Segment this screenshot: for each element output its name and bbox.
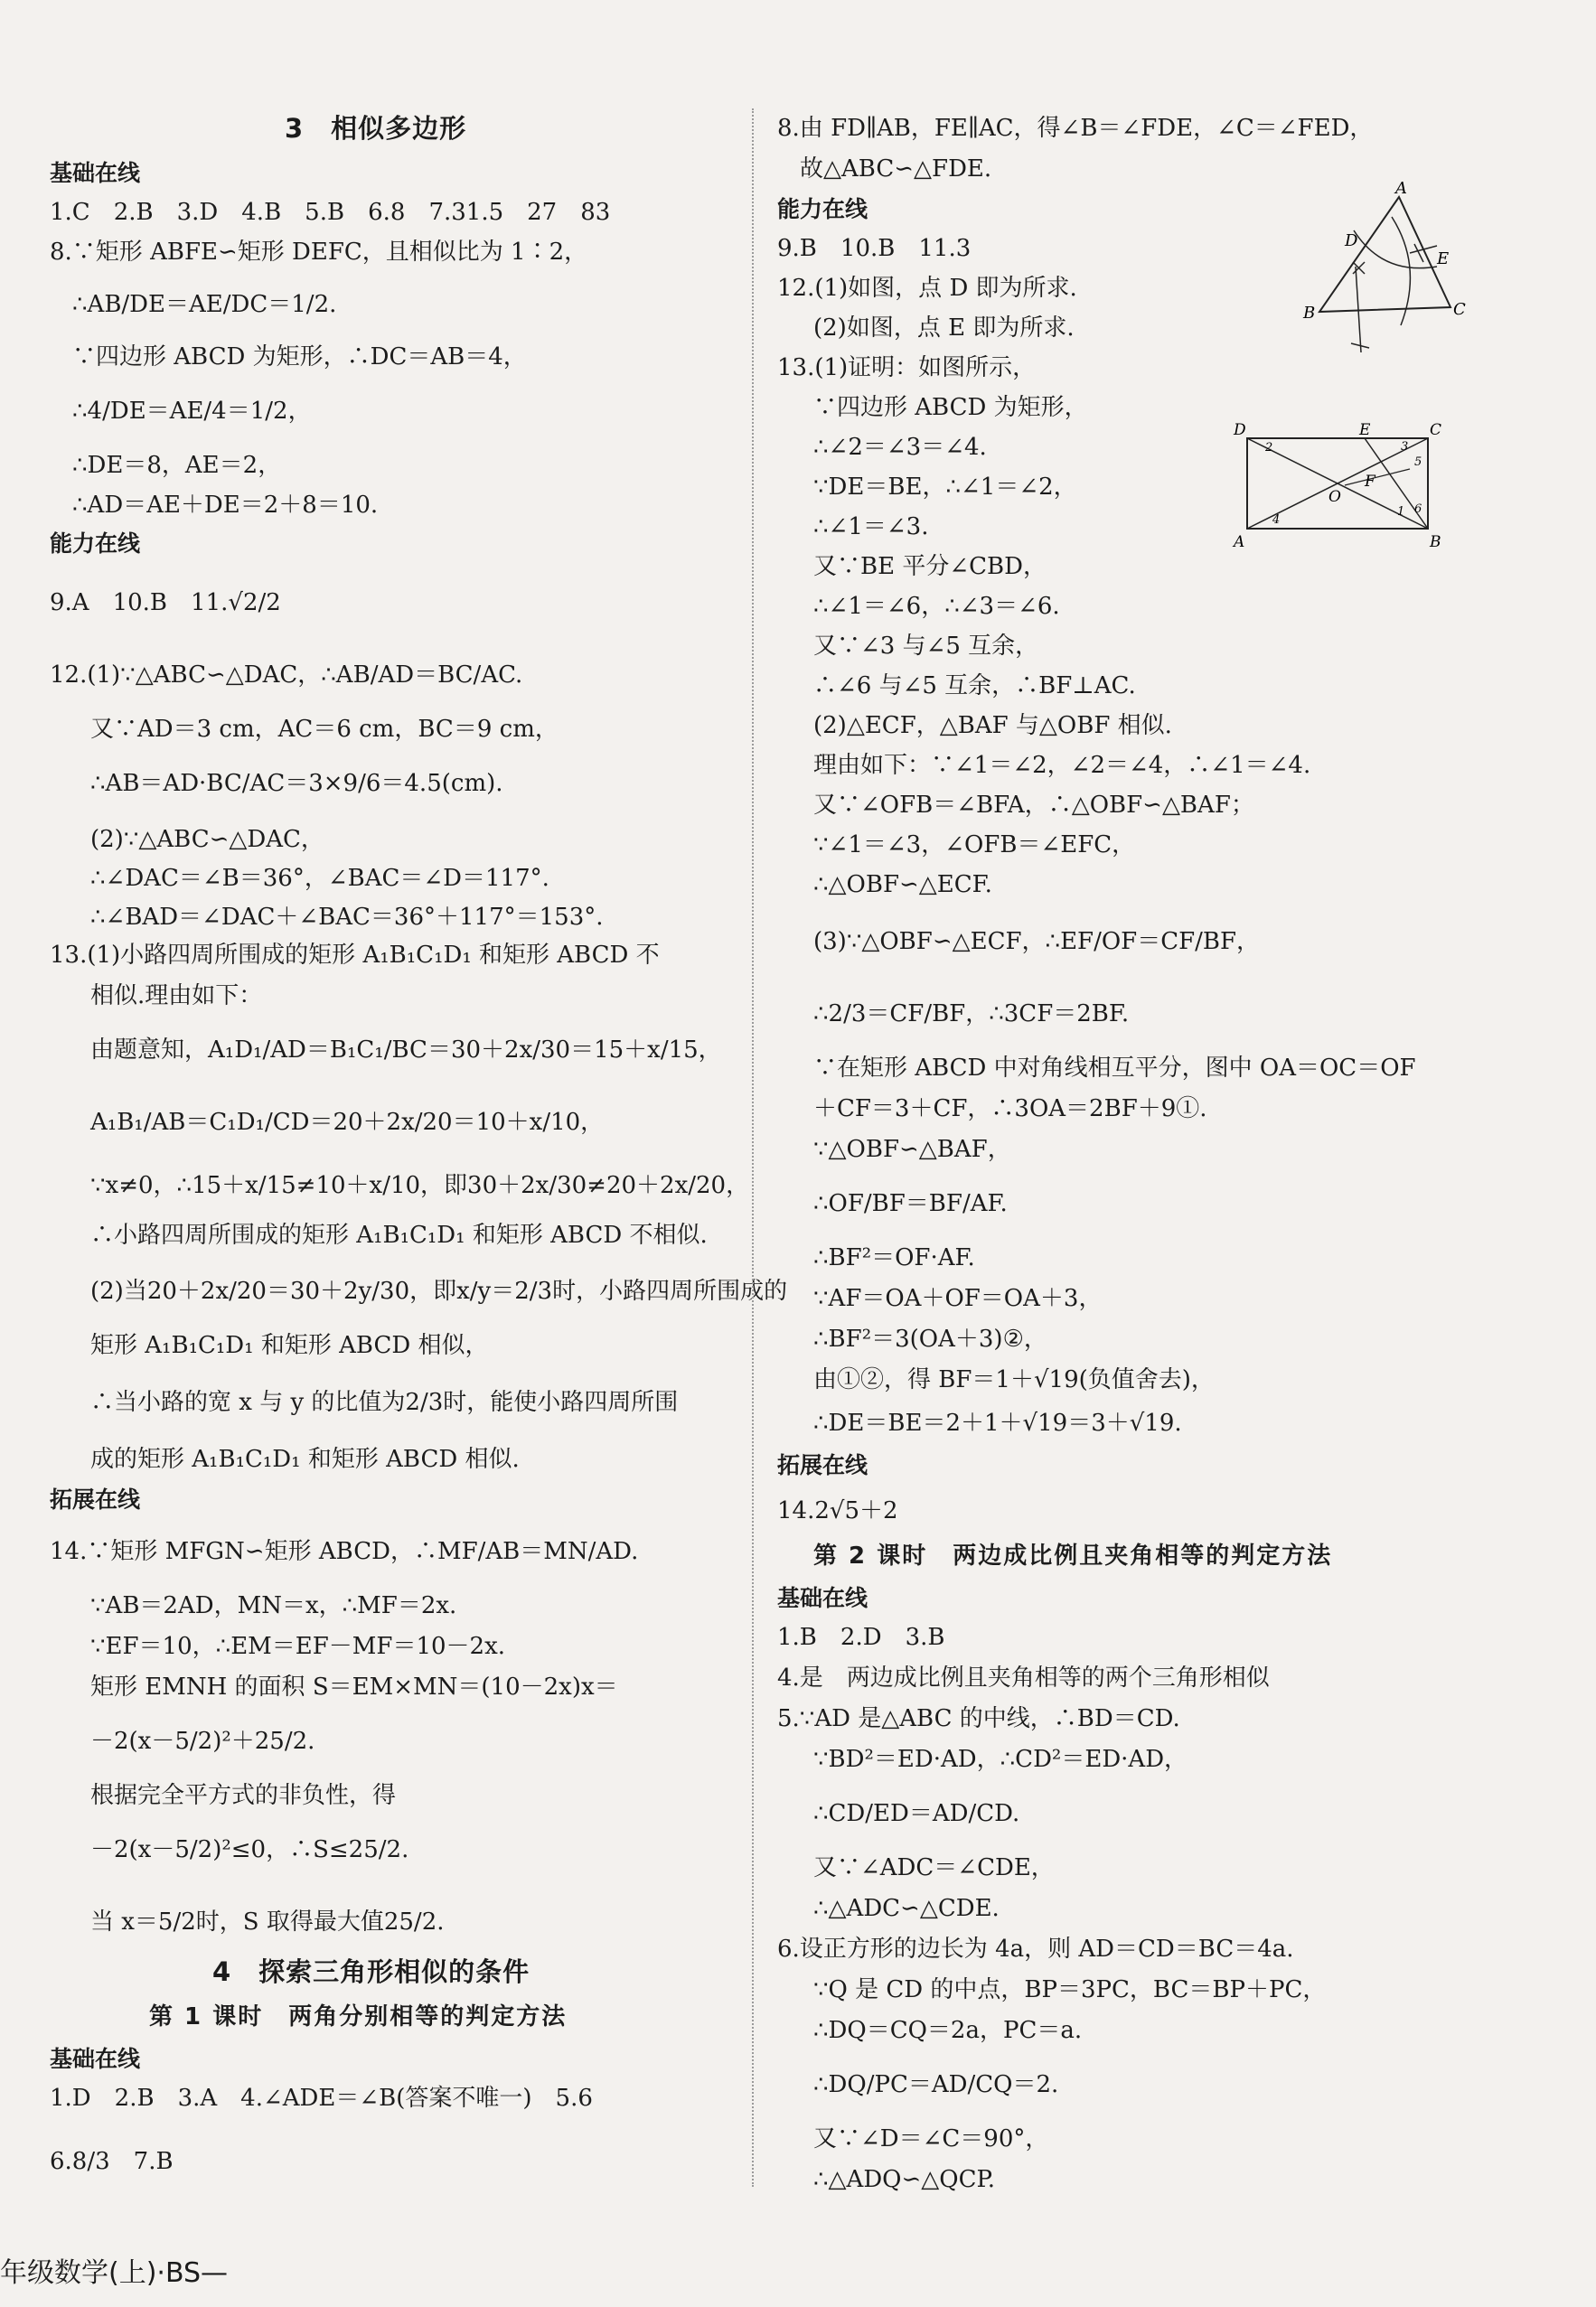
right-line: 又∵∠D＝∠C＝90°， [813, 2125, 1049, 2152]
right-line: ∴BF²＝OF·AF. [813, 1244, 975, 1271]
right-line: ∵Q 是 CD 的中点，BP＝3PC，BC＝BP＋PC， [813, 1976, 1327, 2003]
fig2-num-3: 3 [1401, 440, 1409, 454]
right-line: 4.是 两边成比例且夹角相等的两个三角形相似 [777, 1665, 1270, 1692]
left-line: (2)∵△ABC∽△DAC， [90, 826, 324, 853]
left-line: 当 x＝5/2时，S 取得最大值25/2. [90, 1908, 445, 1936]
right-line: 9.B 10.B 11.3 [777, 235, 972, 262]
triangle-construction-figure [1301, 181, 1464, 361]
right-line: (2)如图，点 E 即为所求. [813, 314, 1075, 342]
fig1-label-c: C [1453, 300, 1466, 319]
fig1-label-d: D [1345, 231, 1358, 250]
right-line: 12.(1)如图，点 D 即为所求. [777, 275, 1077, 302]
left-line: ∴AB/DE＝AE/DC＝1/2. [72, 291, 337, 318]
left-line: ∴4/DE＝AE/4＝1/2， [72, 398, 312, 425]
right-line: ∴DE＝BE＝2＋1＋√19＝3＋√19. [813, 1410, 1182, 1437]
right-line: ∵BD²＝ED·AD，∴CD²＝ED·AD， [813, 1746, 1188, 1773]
right-line: ∵在矩形 ABCD 中对角线相互平分，图中 OA＝OC＝OF [813, 1055, 1416, 1082]
right-line: ∴△ADC∽△CDE. [813, 1895, 1000, 1922]
fig2-num-5: 5 [1414, 455, 1422, 469]
left-line: 相似.理由如下： [90, 982, 263, 1009]
left-line: ∵四边形 ABCD 为矩形，∴DC＝AB＝4， [72, 343, 527, 370]
left-line: 12.(1)∵△ABC∽△DAC，∴AB/AD＝BC/AC. [50, 661, 523, 689]
right-line: (2)△ECF，△BAF 与△OBF 相似. [813, 712, 1172, 739]
fig2-label-a: A [1234, 533, 1245, 551]
right-line: 基础在线 [777, 1585, 868, 1611]
fig1-label-e: E [1437, 249, 1450, 268]
right-line: (3)∵△OBF∽△ECF，∴EF/OF＝CF/BF， [813, 928, 1261, 955]
right-line: 故△ABC∽△FDE. [800, 155, 992, 183]
left-line: 1.D 2.B 3.A 4.∠ADE＝∠B(答案不唯一) 5.6 [50, 2085, 593, 2112]
left-line: A₁B₁/AB＝C₁D₁/CD＝20＋2x/20＝10＋x/10， [90, 1109, 605, 1136]
left-line: 成的矩形 A₁B₁C₁D₁ 和矩形 ABCD 相似. [90, 1446, 520, 1473]
fig2-label-d: D [1234, 421, 1246, 439]
left-line: 又∵AD＝3 cm，AC＝6 cm，BC＝9 cm， [90, 716, 559, 743]
fig1-label-b: B [1303, 304, 1316, 323]
left-line: ∴DE＝8，AE＝2， [72, 452, 282, 479]
left-line: 由题意知，A₁D₁/AD＝B₁C₁/BC＝30＋2x/30＝15＋x/15， [90, 1036, 722, 1064]
right-line: ∵∠1＝∠3，∠OFB＝∠EFC， [813, 831, 1136, 858]
triangle-abc [1319, 197, 1450, 312]
left-line: ∵EF＝10，∴EM＝EF－MF＝10－2x. [90, 1633, 506, 1660]
right-line: ∴BF²＝3(OA＋3)②， [813, 1326, 1047, 1353]
left-line: ∵x≠0，∴15＋x/15≠10＋x/10，即30＋2x/30≠20＋2x/20， [90, 1172, 750, 1199]
left-line: ∴∠DAC＝∠B＝36°，∠BAC＝∠D＝117°. [90, 865, 549, 892]
right-line: ∵△OBF∽△BAF， [813, 1136, 1011, 1163]
right-line: 5.∵AD 是△ABC 的中线，∴BD＝CD. [777, 1705, 1180, 1732]
column-divider [752, 108, 754, 2187]
right-line: ∴∠2＝∠3＝∠4. [813, 434, 987, 461]
right-line: ∴CD/ED＝AD/CD. [813, 1800, 1020, 1827]
fig2-num-2: 2 [1265, 441, 1273, 455]
right-line: 理由如下：∵∠1＝∠2，∠2＝∠4，∴∠1＝∠4. [813, 752, 1311, 779]
left-line: 8.∵矩形 ABFE∽矩形 DEFC，且相似比为 1∶2， [50, 239, 588, 266]
left-line: 矩形 EMNH 的面积 S＝EM×MN＝(10－2x)x＝ [90, 1674, 618, 1701]
left-line: 基础在线 [50, 2046, 141, 2072]
fig2-num-1: 1 [1397, 505, 1405, 519]
left-line: 根据完全平方式的非负性，得 [90, 1782, 397, 1809]
left-line: 9.A 10.B 11.√2/2 [50, 589, 281, 616]
left-line: ∴∠BAD＝∠DAC＋∠BAC＝36°＋117°＝153°. [90, 904, 604, 931]
right-line: 能力在线 [777, 196, 868, 222]
left-line: 6.8/3 7.B [50, 2148, 174, 2175]
right-line: 13.(1)证明：如图所示， [777, 354, 1037, 381]
fig1-label-a: A [1395, 179, 1407, 198]
right-line: 又∵BE 平分∠CBD， [813, 553, 1047, 580]
right-line: 又∵∠3 与∠5 互余， [813, 633, 1039, 660]
right-line: 6.设正方形的边长为 4a，则 AD＝CD＝BC＝4a. [777, 1936, 1294, 1963]
right-line: 又∵∠ADC＝∠CDE， [813, 1854, 1055, 1881]
right-line: ∵DE＝BE，∴∠1＝∠2， [813, 474, 1077, 501]
right-line: ∴∠6 与∠5 互余，∴BF⊥AC. [813, 672, 1136, 699]
fig2-label-b: B [1430, 533, 1441, 551]
right-line: ∴DQ/PC＝AD/CQ＝2. [813, 2071, 1059, 2098]
left-line: (2)当20＋2x/20＝30＋2y/30，即x/y＝2/3时，小路四周所围成的 [90, 1278, 788, 1305]
right-line: 14.2√5＋2 [777, 1497, 898, 1524]
right-line: ∴DQ＝CQ＝2a，PC＝a. [813, 2017, 1083, 2044]
left-line: 3 相似多边形 [285, 113, 467, 144]
right-line: 又∵∠OFB＝∠BFA，∴△OBF∽△BAF； [813, 792, 1254, 819]
left-line: 拓展在线 [50, 1486, 141, 1513]
left-line: 能力在线 [50, 530, 141, 557]
left-line: ∴当小路的宽 x 与 y 的比值为2/3时，能使小路四周所围 [90, 1389, 679, 1416]
fig2-num-6: 6 [1414, 502, 1422, 516]
right-line: 拓展在线 [777, 1452, 868, 1478]
left-line: 矩形 A₁B₁C₁D₁ 和矩形 ABCD 相似， [90, 1332, 489, 1359]
left-line: 1.C 2.B 3.D 4.B 5.B 6.8 7.31.5 27 83 [50, 199, 611, 226]
left-line: －2(x－5/2)²＋25/2. [90, 1728, 315, 1755]
right-line: 第 2 课时 两边成比例且夹角相等的判定方法 [813, 1543, 1333, 1570]
left-line: 13.(1)小路四周所围成的矩形 A₁B₁C₁D₁ 和矩形 ABCD 不 [50, 942, 660, 969]
fig2-label-f: F [1365, 473, 1375, 491]
right-line: ∴△OBF∽△ECF. [813, 871, 992, 898]
right-line: ∵AF＝OA＋OF＝OA＋3， [813, 1285, 1103, 1312]
page-footer: 年级数学(上)·BS— [0, 2257, 229, 2289]
fig2-label-o: O [1328, 488, 1341, 506]
right-line: ∴∠1＝∠3. [813, 513, 929, 540]
left-line: 第 1 课时 两角分别相等的判定方法 [149, 2003, 568, 2030]
rectangle-abcd-figure [1229, 420, 1446, 556]
right-line: 8.由 FD∥AB，FE∥AC，得∠B＝∠FDE，∠C＝∠FED， [777, 115, 1374, 142]
left-line: 4 探索三角形相似的条件 [212, 1956, 530, 1987]
fig2-num-4: 4 [1272, 513, 1281, 527]
right-line: 1.B 2.D 3.B [777, 1624, 945, 1651]
right-line: ∵四边形 ABCD 为矩形， [813, 394, 1088, 421]
left-line: ∵AB＝2AD，MN＝x，∴MF＝2x. [90, 1592, 457, 1619]
fig2-label-e: E [1359, 421, 1371, 439]
left-line: 14.∵矩形 MFGN∽矩形 ABCD，∴MF/AB＝MN/AD. [50, 1538, 639, 1565]
left-line: －2(x－5/2)²≤0，∴S≤25/2. [90, 1836, 409, 1863]
right-line: ＋CF＝3＋CF，∴3OA＝2BF＋9①. [813, 1095, 1207, 1122]
left-line: ∴小路四周所围成的矩形 A₁B₁C₁D₁ 和矩形 ABCD 不相似. [90, 1222, 708, 1249]
left-line: ∴AD＝AE＋DE＝2＋8＝10. [72, 492, 379, 519]
fig2-label-c: C [1430, 421, 1442, 439]
right-line: ∴OF/BF＝BF/AF. [813, 1190, 1008, 1217]
right-line: ∴2/3＝CF/BF，∴3CF＝2BF. [813, 1000, 1130, 1027]
left-line: 基础在线 [50, 160, 141, 186]
right-line: ∴△ADQ∽△QCP. [813, 2166, 995, 2193]
left-line: ∴AB＝AD·BC/AC＝3×9/6＝4.5(cm). [90, 770, 503, 797]
right-line: ∴∠1＝∠6，∴∠3＝∠6. [813, 593, 1060, 620]
right-line: 由①②，得 BF＝1＋√19(负值舍去)， [813, 1366, 1215, 1393]
